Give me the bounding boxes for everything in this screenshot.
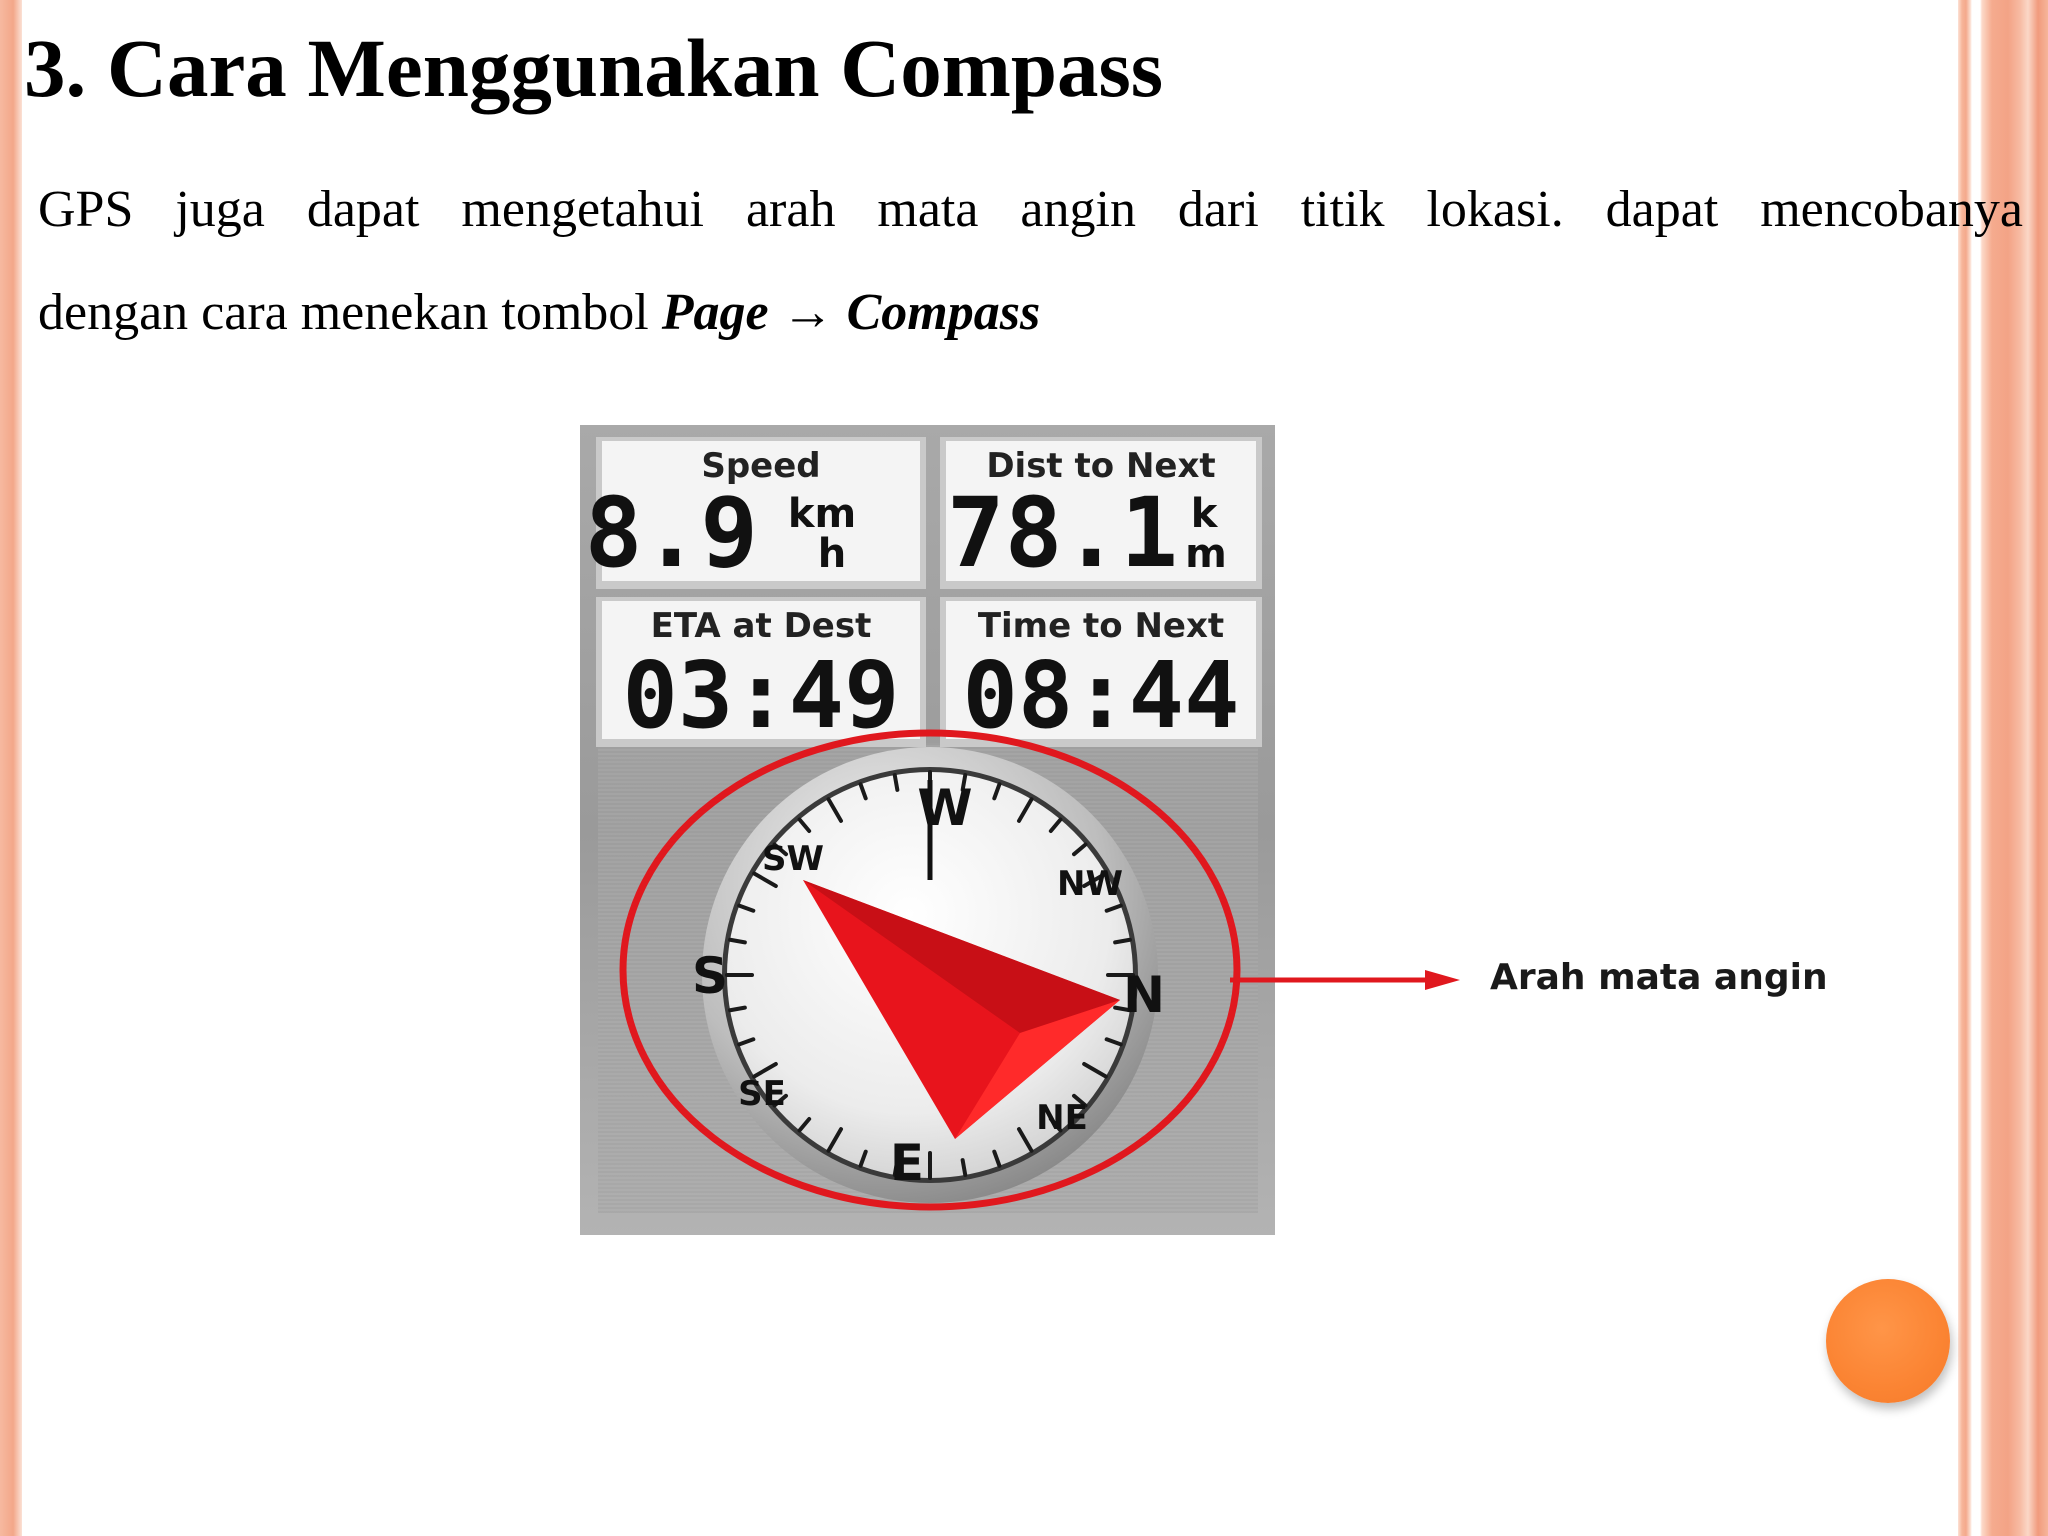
field-speed-label: Speed: [701, 446, 821, 486]
compass-label-nw: NW: [1057, 864, 1123, 904]
field-time-label: Time to Next: [977, 606, 1225, 646]
field-dist-unit-top: k: [1190, 491, 1218, 537]
compass-tick: [963, 1160, 966, 1175]
compass-label-n: N: [1123, 966, 1165, 1024]
compass-label-s: S: [691, 947, 729, 1005]
field-dist-value: 78.1: [946, 477, 1178, 589]
compass-label-sw: SW: [762, 839, 824, 879]
compass-label-se: SE: [738, 1074, 786, 1114]
compass-tick: [1115, 940, 1130, 943]
gps-compass-screenshot: [580, 425, 1275, 1235]
field-speed-unit-bottom: h: [817, 531, 847, 577]
menu-compass-label: Compass: [846, 284, 1041, 341]
left-accent-stripe: [0, 0, 22, 1536]
field-speed-value: 8.9: [584, 477, 758, 589]
field-eta-at-dest: [596, 597, 926, 749]
field-dist-label: Dist to Next: [986, 446, 1216, 486]
field-speed-unit-top: km: [787, 491, 857, 537]
field-eta-label: ETA at Dest: [650, 606, 872, 646]
body-line-1: GPS juga dapat mengetahui arah mata angin dari titik lokasi. dapat mencobanya: [38, 181, 2023, 238]
field-dist-unit-bottom: m: [1185, 531, 1227, 577]
field-time-to-next: [940, 597, 1262, 749]
field-eta-value: 03:49: [622, 642, 900, 749]
menu-page-label: Page: [661, 284, 769, 341]
field-time-value: 08:44: [962, 642, 1240, 749]
slide-title: 3. Cara Menggunakan Compass: [24, 22, 1164, 114]
compass-label-ne: NE: [1036, 1098, 1088, 1138]
annotation-arrow-icon: [1230, 970, 1460, 990]
body-line-2: [38, 261, 2023, 364]
field-dist-to-next: [940, 437, 1262, 589]
field-speed: [585, 437, 926, 589]
menu-arrow-icon: →: [781, 284, 834, 341]
annotation-label: Arah mata angin: [1490, 957, 1828, 998]
compass-label-e: E: [889, 1134, 925, 1192]
body-line-2-text: dengan cara menekan tombol: [38, 284, 662, 341]
decorative-orange-circle: [1826, 1279, 1950, 1403]
compass-tick: [730, 940, 745, 943]
slide-body: [38, 158, 2023, 364]
compass-tick: [730, 1008, 745, 1011]
compass-tick: [895, 775, 898, 790]
compass-label-w: W: [917, 779, 973, 837]
